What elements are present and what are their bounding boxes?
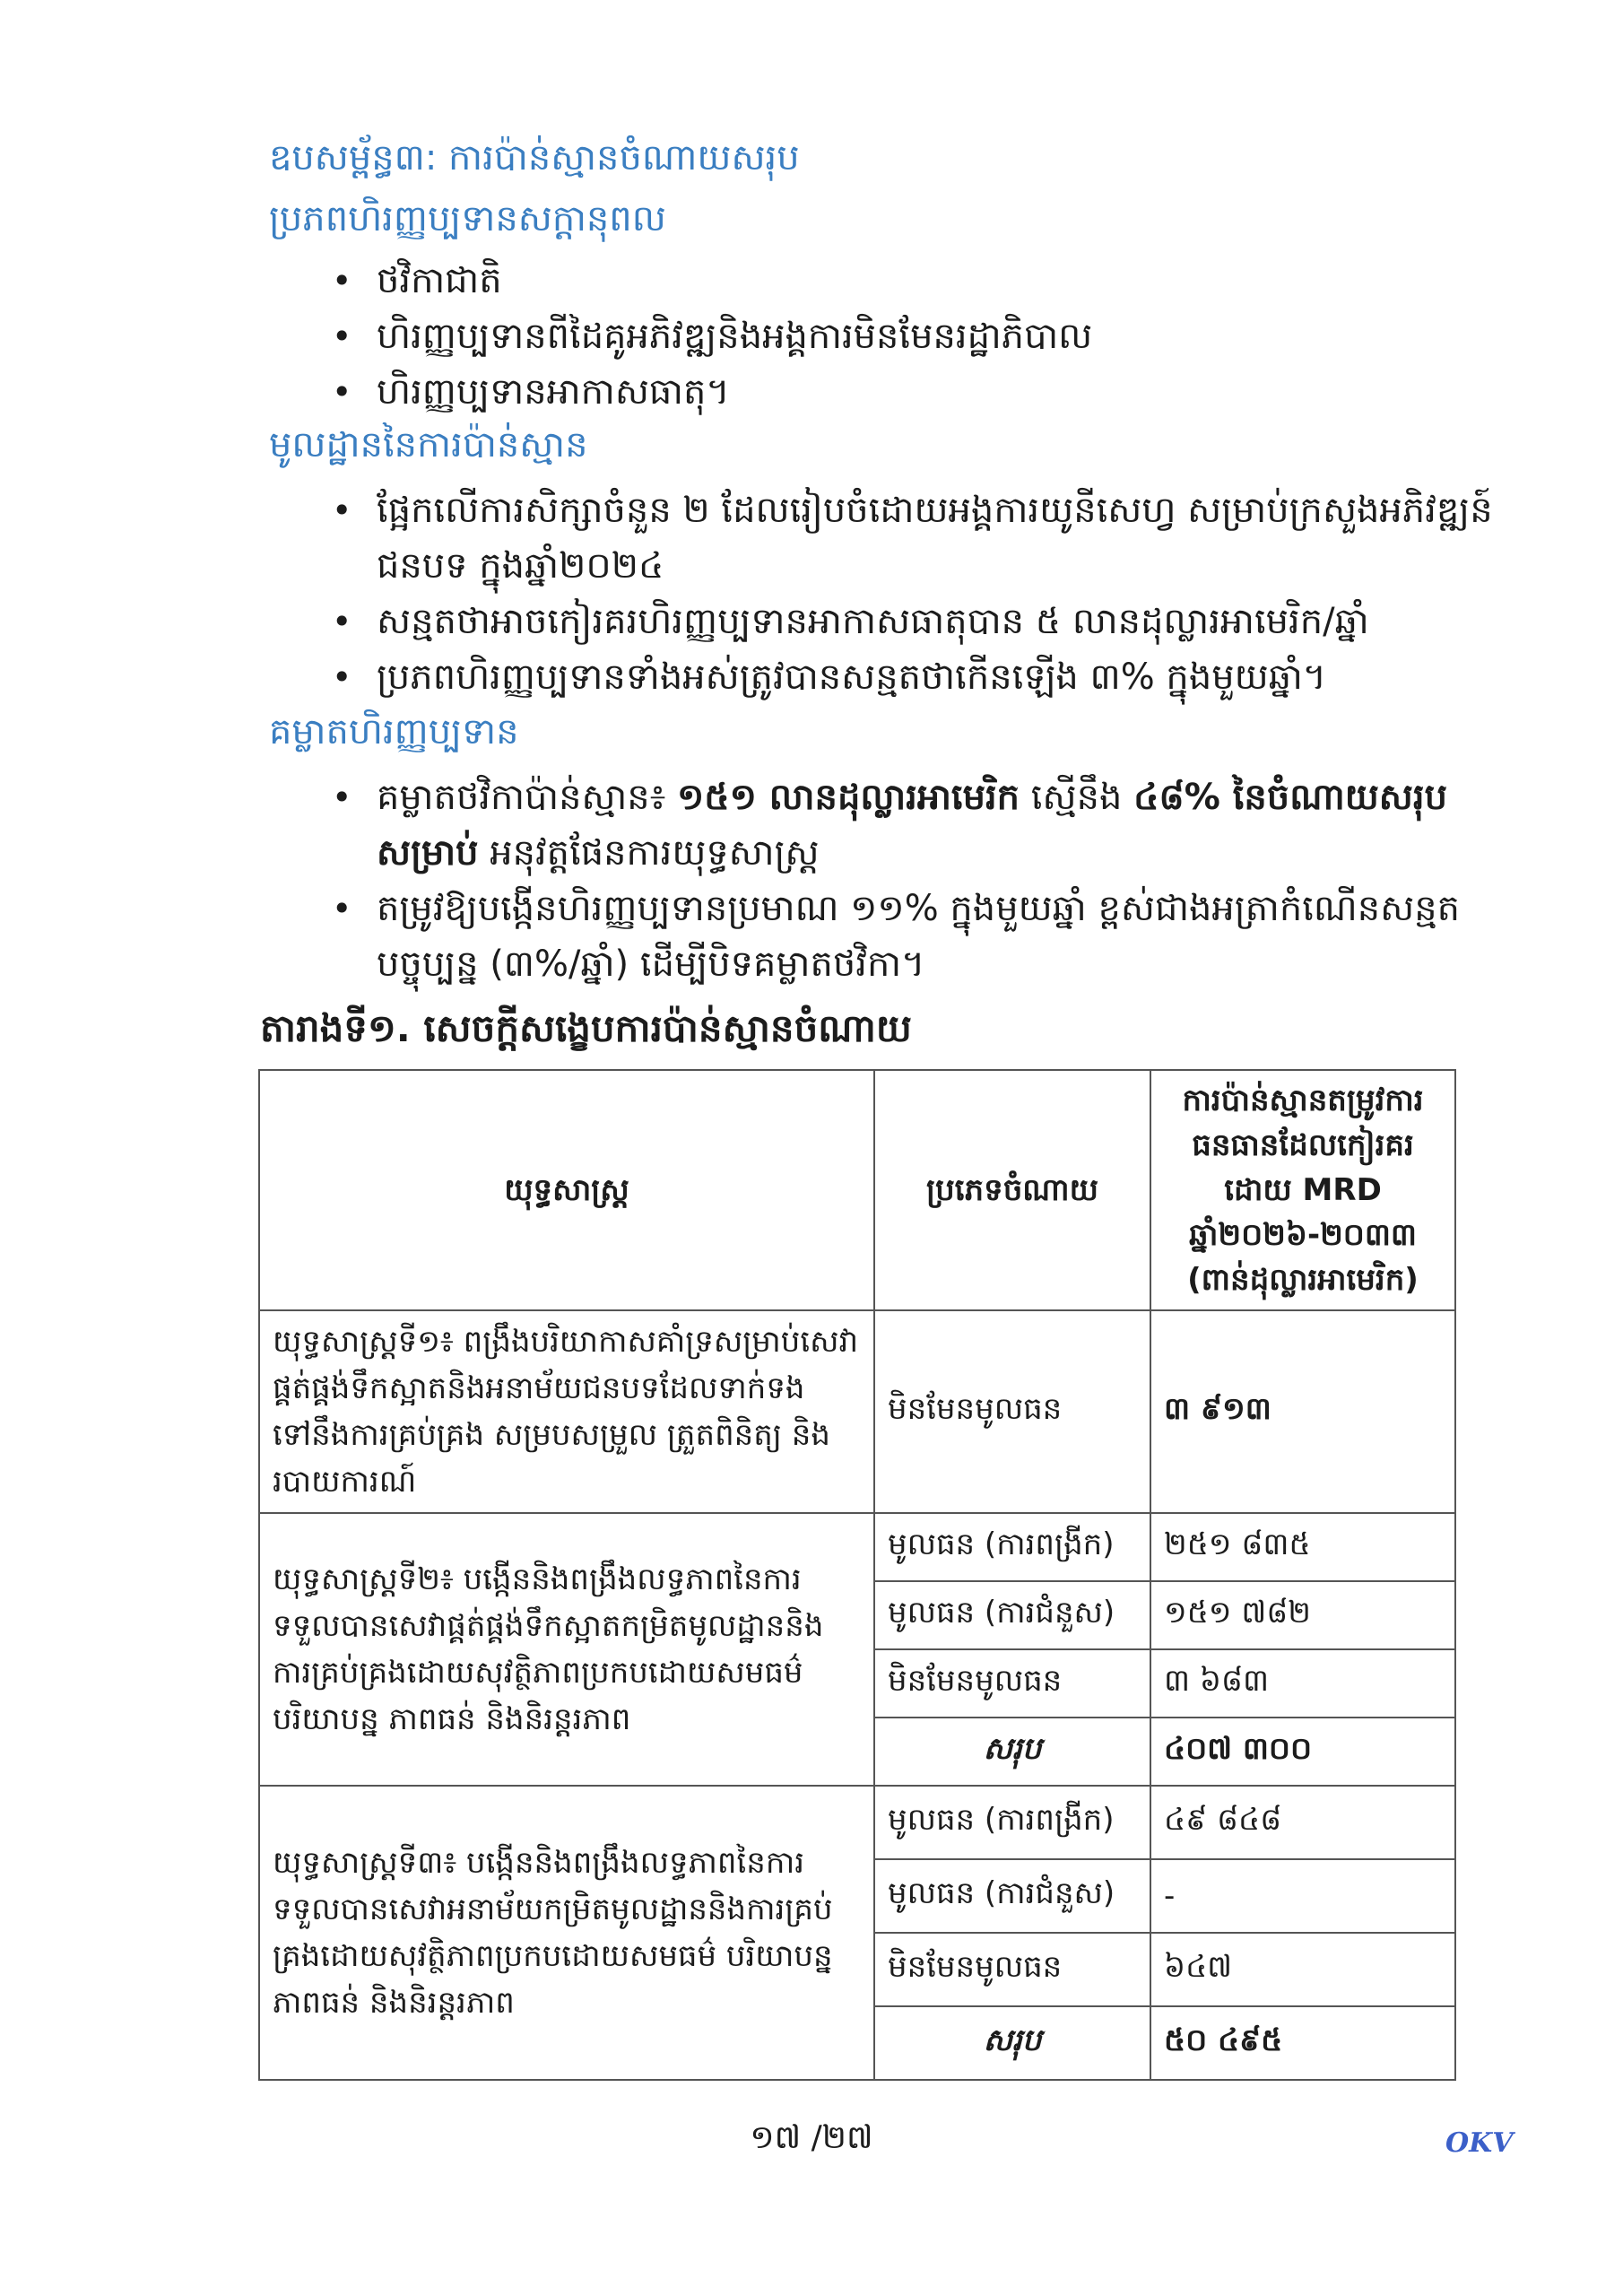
total-amount: ៤០៧ ៣០០ bbox=[1150, 1718, 1455, 1786]
funding-gap-list bbox=[332, 770, 1497, 992]
list-item: • ហិរញ្ញប្បទានពីដៃគូអភិវឌ្ឍនិងអង្គការមិនមែនរដ្ឋាភិបាល bbox=[332, 309, 1497, 364]
table-row bbox=[259, 1513, 1455, 1581]
amount: ៣ ៦៨៣ bbox=[1150, 1649, 1455, 1718]
estimation-basis-list bbox=[332, 483, 1497, 705]
list-item: • តម្រូវឱ្យបង្កើនហិរញ្ញប្បទានប្រមាណ ១១% ក្នុងមួយឆ្នាំ ខ្ពស់ជាងអត្រាកំណើនសន្មតបច្ចុប្បន្ន (៣%/ឆ្នាំ) ដើម្បីបិទគម្លាតថវិកា។ bbox=[332, 881, 1497, 992]
expense-type: មូលធន (ការពង្រីក) bbox=[874, 1513, 1150, 1581]
table-row bbox=[259, 1310, 1455, 1513]
list-item: • ប្រភពហិរញ្ញប្បទានទាំងអស់ត្រូវបានសន្មតថាកើនឡើង ៣% ក្នុងមួយឆ្នាំ។ bbox=[332, 649, 1497, 705]
table-header-row bbox=[259, 1070, 1455, 1310]
expense-type: មិនមែនមូលធន bbox=[874, 1649, 1150, 1718]
expense-type: មូលធន (ការពង្រីក) bbox=[874, 1786, 1150, 1859]
list-item: • ផ្អែកលើការសិក្សាចំនួន ២ ដែលរៀបចំដោយអង្គការយូនីសេហ្វ សម្រាប់ក្រសួងអភិវឌ្ឍន៍ជនបទ ក្នុងឆ្នាំ២០២៤ bbox=[332, 483, 1497, 594]
funding-sources-heading: ប្រភពហិរញ្ញប្បទានសក្តានុពល bbox=[269, 198, 666, 239]
amount: - bbox=[1150, 1859, 1455, 1933]
list-item bbox=[332, 770, 1497, 881]
strategy-3: យុទ្ធសាស្រ្តទី៣៖ បង្កើននិងពង្រឹងលទ្ធភាពនៃការទទួលបានសេវាអនាម័យកម្រិតមូលដ្ឋាននិងការគ្រប់គ្រងដោយសុវត្ថិភាពប្រកបដោយសមធម៌ បរិយាបន្ន ភាពធន់ និងនិរន្តរភាព bbox=[259, 1786, 874, 2080]
funding-sources-list bbox=[332, 253, 1497, 420]
cost-summary-table bbox=[258, 1069, 1456, 2081]
expense-type: មូលធន (ការជំនួស) bbox=[874, 1859, 1150, 1933]
expense-type: មូលធន (ការជំនួស) bbox=[874, 1581, 1150, 1649]
gap-amount: ១៥១ លានដុល្លារអាមេរិក bbox=[676, 777, 1020, 818]
handwritten-initials: OKV bbox=[1445, 2127, 1514, 2159]
expense-type: មិនមែនមូលធន bbox=[874, 1310, 1150, 1513]
strategy-2: យុទ្ធសាស្រ្តទី២៖ បង្កើននិងពង្រឹងលទ្ធភាពនៃការទទួលបានសេវាផ្គត់ផ្គង់ទឹកស្អាតកម្រិតមូលដ្ឋាននិងការគ្រប់គ្រងដោយសុវត្ថិភាពប្រកបដោយសមធម៌ បរិយាបន្ន ភាពធន់ និងនិរន្តរភាព bbox=[259, 1513, 874, 1786]
estimation-basis-heading: មូលដ្ឋាននៃការប៉ាន់ស្មាន bbox=[269, 424, 588, 465]
gap-suffix: អនុវត្តផែនការយុទ្ធសាស្រ្ត bbox=[490, 832, 820, 874]
funding-gap-heading: គម្លាតហិរញ្ញប្បទាន bbox=[269, 711, 519, 752]
amount: ២៥១ ៨៣៥ bbox=[1150, 1513, 1455, 1581]
gap-mid: ស្មើនឹង bbox=[1020, 777, 1134, 818]
header-strategy: យុទ្ធសាស្រ្ត bbox=[259, 1070, 874, 1310]
list-item: • ហិរញ្ញប្បទានអាកាសធាតុ។ bbox=[332, 364, 1497, 420]
header-estimate: ការប៉ាន់ស្មានតម្រូវការធនធានដែលកៀរគរដោយ MRD ឆ្នាំ២០២៦-២០៣៣ (ពាន់ដុល្លារអាមេរិក) bbox=[1150, 1070, 1455, 1310]
amount: ៦៤៧ bbox=[1150, 1933, 1455, 2006]
total-label: សរុប bbox=[874, 1718, 1150, 1786]
gap-prefix: គម្លាតថវិកាប៉ាន់ស្មាន៖ bbox=[377, 777, 677, 818]
amount: ៤៩ ៨៤៨ bbox=[1150, 1786, 1455, 1859]
header-expense-type: ប្រភេទចំណាយ bbox=[874, 1070, 1150, 1310]
gap-share: ៤៨% នៃចំណាយសរុបសម្រាប់ bbox=[377, 777, 1447, 874]
table-row bbox=[259, 1786, 1455, 1859]
list-item: • សន្មតថាអាចកៀរគរហិរញ្ញប្បទានអាកាសធាតុបាន ៥ លានដុល្លារអាមេរិក/ឆ្នាំ bbox=[332, 594, 1497, 649]
strategy-1: យុទ្ធសាស្រ្តទី១៖ ពង្រឹងបរិយាកាសគាំទ្រសម្រាប់សេវាផ្គត់ផ្គង់ទឹកស្អាតនិងអនាម័យជនបទដែលទាក់ទងទៅនឹងការគ្រប់គ្រង សម្របសម្រួល ត្រួតពិនិត្យ និងរបាយការណ៍ bbox=[259, 1310, 874, 1513]
amount: ១៥១ ៧៨២ bbox=[1150, 1581, 1455, 1649]
section-heading: ឧបសម្ព័ន្ធ៣: ការប៉ាន់ស្មានចំណាយសរុប bbox=[269, 137, 800, 178]
list-item: • ថវិកាជាតិ bbox=[332, 253, 1497, 309]
page-number: ១៧ /២៧ bbox=[750, 2119, 873, 2156]
amount: ៣ ៩១៣ bbox=[1150, 1310, 1455, 1513]
total-label: សរុប bbox=[874, 2006, 1150, 2080]
total-amount: ៥០ ៤៩៥ bbox=[1150, 2006, 1455, 2080]
expense-type: មិនមែនមូលធន bbox=[874, 1933, 1150, 2006]
table-title: តារាងទី១. សេចក្តីសង្ខេបការប៉ាន់ស្មានចំណាយ bbox=[260, 1006, 912, 1050]
